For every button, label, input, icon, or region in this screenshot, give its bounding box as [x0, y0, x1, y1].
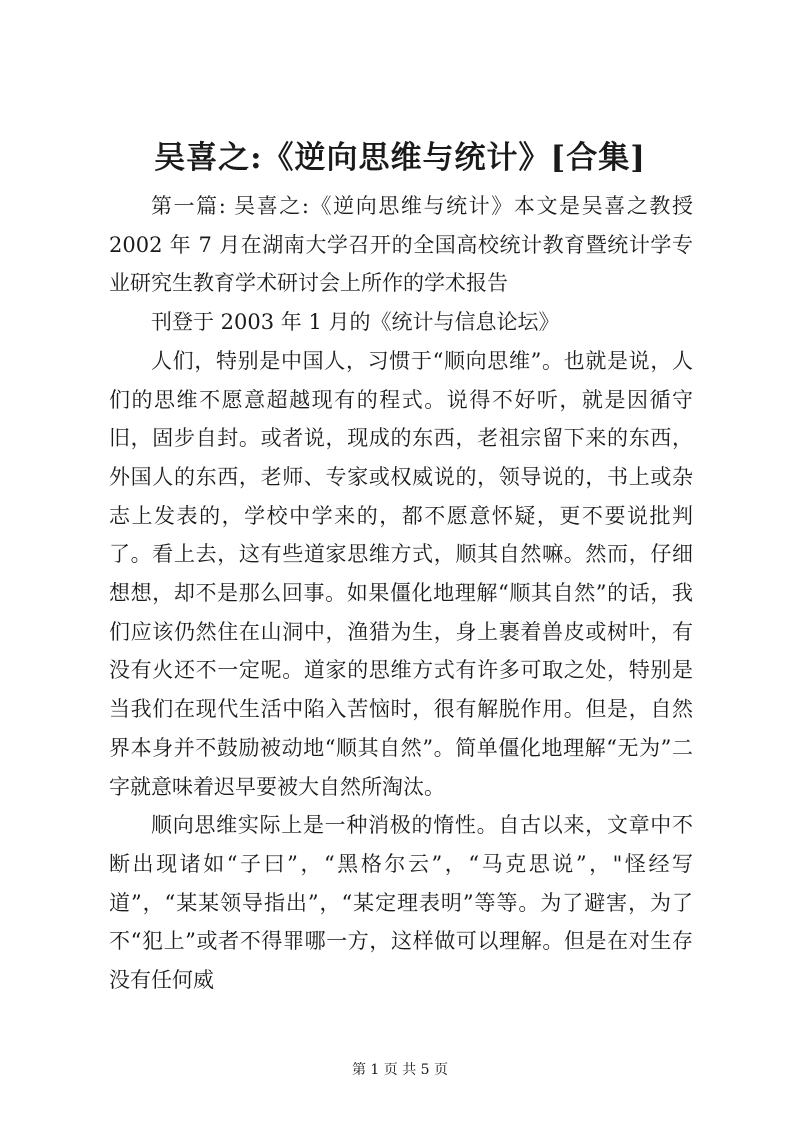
- paragraph-intro: 第一篇: 吴喜之:《逆向思维与统计》本文是吴喜之教授 2002 年 7 月在湖南大学召开的全国高校统计教育暨统计学专业研究生教育学术研讨会上所作的学术报告: [109, 194, 693, 296]
- page-number-footer: 第 1 页 共 5 页: [351, 1062, 449, 1078]
- paragraph-forward-thinking: 人们，特别是中国人，习惯于“顺向思维”。也就是说，人们的思维不愿意超越现有的程式。说得不好听，就是因循守旧，固步自封。或者说，现成的东西，老祖宗留下来的东西，外国人的东西，老师、专家或权威说的，领导说的，书上或杂志上发表的，学校中学来的，都不愿意怀疑，更不要说批判了。看上去，这有些道家思维方式，顺其自然嘛。然而，仔细想想，却不是那么回事。如果僵化地理解“顺其自然”的话，我们应该仍然住在山洞中，渔猎为生，身上裹着兽皮或树叶，有没有火还不一定呢。道家的思维方式有许多可取之处，特别是当我们在现代生活中陷入苦恼时，很有解脱作用。但是，自然界本身并不鼓励被动地“顺其自然”。简单僵化地理解“无为”二字就意味着迟早要被大自然所淘汰。: [109, 348, 693, 799]
- paragraph-publication: 刊登于 2003 年 1 月的《统计与信息论坛》: [151, 310, 560, 335]
- document-body: [109, 187, 693, 1000]
- paragraph-inertia: 顺向思维实际上是一种消极的惰性。自古以来，文章中不断出现诸如“子曰”，“黑格尔云”，“马克思说”，"怪经写道”，“某某领导指出”，“某定理表明”等等。为了避害，为了不“犯上”或者不得罪哪一方，这样做可以理解。但是在对生存没有任何威: [109, 813, 693, 993]
- document-title: 吴喜之:《逆向思维与统计》[合集]: [154, 140, 646, 176]
